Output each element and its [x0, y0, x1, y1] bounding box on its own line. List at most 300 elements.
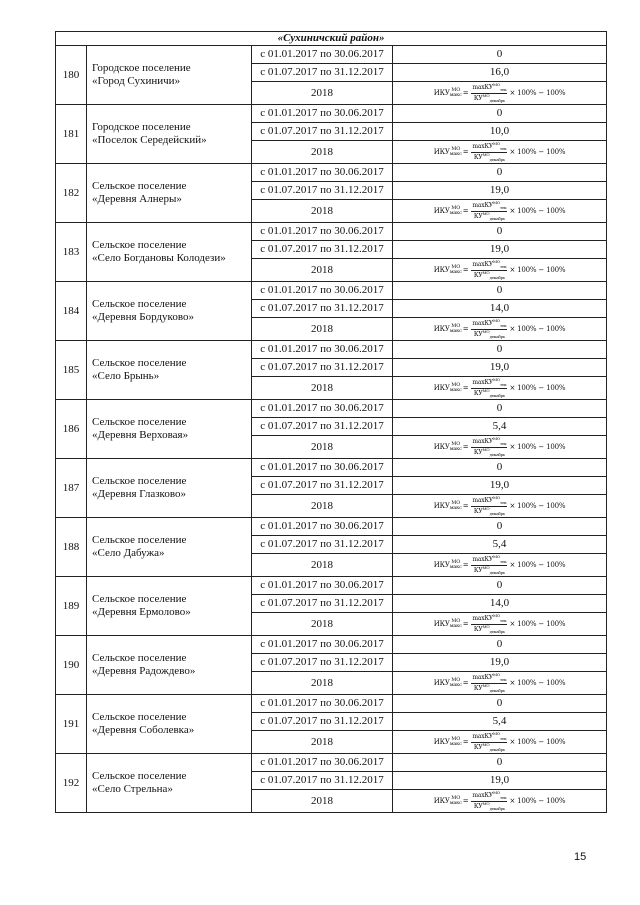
row-number: 187 — [56, 459, 87, 518]
period-second-half: с 01.07.2017 по 31.12.2017 — [252, 123, 393, 141]
formula-numerator-sub: тек — [500, 87, 507, 93]
formula-denominator-sup: МО — [482, 682, 490, 688]
table-row — [56, 636, 607, 654]
formula-numerator-sup: МО — [493, 613, 500, 619]
table-row — [56, 518, 607, 536]
year-cell: 2018 — [252, 613, 393, 636]
year-cell: 2018 — [252, 200, 393, 223]
page-number: 15 — [574, 851, 587, 863]
formula-eq: = — [462, 206, 469, 215]
formula-lhs-sub: макс — [449, 151, 462, 157]
settlement-type: Сельское поселение — [92, 652, 187, 665]
year-cell: 2018 — [252, 672, 393, 695]
formula-eq: = — [462, 737, 469, 746]
value-first-half: 0 — [393, 341, 607, 359]
formula-fraction — [471, 260, 507, 279]
settlement-name — [87, 282, 252, 341]
region-header-row — [56, 32, 607, 46]
table-row — [56, 105, 607, 123]
value-second-half: 19,0 — [393, 772, 607, 790]
settlement-title: «Село Стрельна» — [92, 783, 173, 795]
formula-cell — [393, 377, 607, 400]
settlement-name — [87, 223, 252, 282]
formula-lhs-sub: макс — [449, 800, 462, 806]
formula-denominator — [473, 743, 506, 752]
formula-numerator-sub: тек — [500, 264, 507, 270]
formula-fraction — [471, 437, 507, 456]
table-row — [56, 341, 607, 359]
index-formula — [434, 614, 566, 633]
settlement-type: Сельское поселение — [92, 298, 187, 311]
period-first-half: с 01.01.2017 по 30.06.2017 — [252, 282, 393, 300]
formula-cell — [393, 436, 607, 459]
formula-tail: × 100% − 100% — [509, 147, 566, 156]
formula-cell — [393, 141, 607, 164]
table-row — [56, 164, 607, 182]
formula-denominator — [473, 94, 506, 103]
formula-lhs-sup: МО — [451, 146, 461, 152]
formula-denominator-sup: МО — [482, 741, 490, 747]
formula-eq: = — [462, 619, 469, 628]
formula-denominator-sup: МО — [482, 210, 490, 216]
year-cell: 2018 — [252, 377, 393, 400]
formula-denominator-text: КУ — [473, 566, 483, 574]
period-second-half: с 01.07.2017 по 31.12.2017 — [252, 536, 393, 554]
index-formula — [434, 496, 566, 515]
formula-denominator — [473, 212, 506, 221]
formula-denominator-sup: МО — [482, 269, 490, 275]
settlement-type: Сельское поселение — [92, 357, 187, 370]
formula-lhs-sup: МО — [451, 559, 461, 565]
formula-numerator-text: maxКУ — [472, 320, 494, 328]
value-second-half: 19,0 — [393, 241, 607, 259]
formula-tail: × 100% − 100% — [509, 442, 566, 451]
row-number: 185 — [56, 341, 87, 400]
formula-lhs-sub: макс — [449, 92, 462, 98]
formula-fraction — [471, 142, 507, 161]
formula-numerator-text: maxКУ — [472, 615, 494, 623]
settlement-title: «Деревня Алнеры» — [92, 193, 182, 205]
index-formula — [434, 201, 566, 220]
formula-denominator — [473, 625, 506, 634]
tariff-table — [55, 31, 607, 813]
value-first-half: 0 — [393, 164, 607, 182]
formula-denominator — [473, 507, 506, 516]
period-first-half: с 01.01.2017 по 30.06.2017 — [252, 164, 393, 182]
formula-tail: × 100% − 100% — [509, 501, 566, 510]
value-first-half: 0 — [393, 223, 607, 241]
formula-numerator-sub: тек — [500, 795, 507, 801]
settlement-type: Сельское поселение — [92, 534, 187, 547]
formula-numerator-sub: тек — [500, 559, 507, 565]
formula-lhs-sub: макс — [449, 623, 462, 629]
row-number: 188 — [56, 518, 87, 577]
formula-eq: = — [462, 265, 469, 274]
formula-numerator-text: maxКУ — [472, 261, 494, 269]
table-row — [56, 695, 607, 713]
period-second-half: с 01.07.2017 по 31.12.2017 — [252, 477, 393, 495]
formula-lhs-sup: МО — [451, 795, 461, 801]
formula-cell — [393, 672, 607, 695]
formula-denominator-sub: декабрь — [489, 97, 505, 103]
period-first-half: с 01.01.2017 по 30.06.2017 — [252, 105, 393, 123]
value-first-half: 0 — [393, 459, 607, 477]
formula-eq: = — [462, 501, 469, 510]
formula-lhs: ИКУ — [433, 560, 450, 569]
formula-eq: = — [462, 147, 469, 156]
formula-numerator-text: maxКУ — [472, 497, 494, 505]
formula-tail: × 100% − 100% — [509, 619, 566, 628]
settlement-name — [87, 459, 252, 518]
settlement-name — [87, 46, 252, 105]
value-first-half: 0 — [393, 282, 607, 300]
formula-fraction — [471, 496, 507, 515]
formula-lhs-sup: МО — [451, 382, 461, 388]
year-cell: 2018 — [252, 318, 393, 341]
formula-cell — [393, 613, 607, 636]
value-first-half: 0 — [393, 46, 607, 64]
formula-numerator-sup: МО — [493, 82, 500, 88]
formula-numerator-sub: тек — [500, 618, 507, 624]
index-formula — [434, 142, 566, 161]
value-first-half: 0 — [393, 518, 607, 536]
formula-cell — [393, 318, 607, 341]
value-first-half: 0 — [393, 754, 607, 772]
formula-denominator-sub: декабрь — [489, 569, 505, 575]
formula-cell — [393, 495, 607, 518]
table-body — [56, 32, 607, 813]
row-number: 184 — [56, 282, 87, 341]
row-number: 189 — [56, 577, 87, 636]
row-number: 183 — [56, 223, 87, 282]
formula-denominator-sub: декабрь — [489, 805, 505, 811]
formula-fraction — [471, 673, 507, 692]
formula-fraction — [471, 83, 507, 102]
period-first-half: с 01.01.2017 по 30.06.2017 — [252, 577, 393, 595]
formula-denominator-sub: декабрь — [489, 274, 505, 280]
settlement-name — [87, 518, 252, 577]
formula-lhs-sup: МО — [451, 500, 461, 506]
formula-numerator-sub: тек — [500, 205, 507, 211]
period-second-half: с 01.07.2017 по 31.12.2017 — [252, 182, 393, 200]
formula-numerator-sub: тек — [500, 500, 507, 506]
region-title: «Сухиничский район» — [56, 32, 607, 46]
formula-lhs: ИКУ — [433, 678, 450, 687]
value-first-half: 0 — [393, 105, 607, 123]
value-second-half: 5,4 — [393, 418, 607, 436]
settlement-name — [87, 636, 252, 695]
formula-tail: × 100% − 100% — [509, 383, 566, 392]
formula-numerator-text: maxКУ — [472, 438, 494, 446]
formula-eq: = — [462, 560, 469, 569]
value-second-half: 5,4 — [393, 713, 607, 731]
settlement-type: Сельское поселение — [92, 711, 187, 724]
formula-lhs-sup: МО — [451, 441, 461, 447]
value-second-half: 19,0 — [393, 477, 607, 495]
formula-tail: × 100% − 100% — [509, 560, 566, 569]
formula-denominator-text: КУ — [473, 802, 483, 810]
formula-lhs-sub: макс — [449, 210, 462, 216]
formula-fraction — [471, 201, 507, 220]
period-first-half: с 01.01.2017 по 30.06.2017 — [252, 636, 393, 654]
formula-lhs-sub: макс — [449, 564, 462, 570]
settlement-title: «Деревня Радождево» — [92, 665, 196, 677]
formula-fraction — [471, 732, 507, 751]
formula-numerator-text: maxКУ — [472, 674, 494, 682]
period-first-half: с 01.01.2017 по 30.06.2017 — [252, 518, 393, 536]
settlement-title: «Деревня Соболевка» — [92, 724, 195, 736]
formula-numerator-sup: МО — [493, 436, 500, 442]
formula-denominator-sub: декабрь — [489, 215, 505, 221]
formula-numerator-sub: тек — [500, 323, 507, 329]
formula-lhs-sub: макс — [449, 269, 462, 275]
value-second-half: 19,0 — [393, 182, 607, 200]
value-second-half: 19,0 — [393, 359, 607, 377]
year-cell: 2018 — [252, 554, 393, 577]
formula-numerator-sup: МО — [493, 554, 500, 560]
table-row — [56, 46, 607, 64]
index-formula — [434, 378, 566, 397]
formula-lhs-sup: МО — [451, 323, 461, 329]
formula-numerator-text: maxКУ — [472, 202, 494, 210]
formula-cell — [393, 82, 607, 105]
formula-lhs-sub: макс — [449, 446, 462, 452]
formula-numerator-sup: МО — [493, 790, 500, 796]
formula-lhs-sub: макс — [449, 682, 462, 688]
formula-denominator-text: КУ — [473, 743, 483, 751]
row-number: 180 — [56, 46, 87, 105]
formula-denominator — [473, 802, 506, 811]
formula-fraction — [471, 319, 507, 338]
formula-lhs: ИКУ — [433, 324, 450, 333]
index-formula — [434, 260, 566, 279]
index-formula — [434, 319, 566, 338]
formula-eq: = — [462, 442, 469, 451]
formula-lhs-sub: макс — [449, 387, 462, 393]
formula-numerator-sub: тек — [500, 146, 507, 152]
settlement-type: Городское поселение — [92, 62, 191, 75]
formula-denominator-sub: декабрь — [489, 687, 505, 693]
formula-denominator-sub: декабрь — [489, 392, 505, 398]
row-number: 192 — [56, 754, 87, 813]
year-cell: 2018 — [252, 259, 393, 282]
formula-lhs-sub: макс — [449, 328, 462, 334]
formula-denominator — [473, 389, 506, 398]
index-formula — [434, 732, 566, 751]
value-first-half: 0 — [393, 400, 607, 418]
year-cell: 2018 — [252, 731, 393, 754]
year-cell: 2018 — [252, 82, 393, 105]
table-row — [56, 400, 607, 418]
formula-tail: × 100% − 100% — [509, 88, 566, 97]
formula-denominator — [473, 271, 506, 280]
formula-tail: × 100% − 100% — [509, 737, 566, 746]
settlement-type: Сельское поселение — [92, 475, 187, 488]
formula-numerator-sub: тек — [500, 677, 507, 683]
formula-lhs: ИКУ — [433, 147, 450, 156]
table-row — [56, 577, 607, 595]
formula-denominator-text: КУ — [473, 625, 483, 633]
row-number: 191 — [56, 695, 87, 754]
year-cell: 2018 — [252, 790, 393, 813]
row-number: 190 — [56, 636, 87, 695]
formula-numerator-text: maxКУ — [472, 84, 494, 92]
period-second-half: с 01.07.2017 по 31.12.2017 — [252, 64, 393, 82]
formula-tail: × 100% − 100% — [509, 265, 566, 274]
settlement-title: «Село Дабужа» — [92, 547, 165, 559]
period-first-half: с 01.01.2017 по 30.06.2017 — [252, 400, 393, 418]
settlement-title: «Деревня Верховая» — [92, 429, 189, 441]
settlement-type: Сельское поселение — [92, 239, 187, 252]
value-second-half: 10,0 — [393, 123, 607, 141]
period-first-half: с 01.01.2017 по 30.06.2017 — [252, 223, 393, 241]
formula-denominator-sub: декабрь — [489, 628, 505, 634]
year-cell: 2018 — [252, 141, 393, 164]
formula-lhs-sup: МО — [451, 618, 461, 624]
period-second-half: с 01.07.2017 по 31.12.2017 — [252, 300, 393, 318]
formula-denominator-sub: декабрь — [489, 746, 505, 752]
settlement-name — [87, 105, 252, 164]
formula-denominator-text: КУ — [473, 389, 483, 397]
index-formula — [434, 83, 566, 102]
settlement-type: Городское поселение — [92, 121, 191, 134]
formula-cell — [393, 554, 607, 577]
settlement-title: «Поселок Середейский» — [92, 134, 207, 146]
formula-numerator-sub: тек — [500, 382, 507, 388]
row-number: 181 — [56, 105, 87, 164]
period-second-half: с 01.07.2017 по 31.12.2017 — [252, 241, 393, 259]
formula-denominator — [473, 153, 506, 162]
year-cell: 2018 — [252, 495, 393, 518]
formula-fraction — [471, 555, 507, 574]
settlement-title: «Село Брынь» — [92, 370, 160, 382]
formula-numerator-sup: МО — [493, 141, 500, 147]
formula-lhs-sup: МО — [451, 205, 461, 211]
formula-denominator-text: КУ — [473, 153, 483, 161]
formula-cell — [393, 790, 607, 813]
formula-denominator-text: КУ — [473, 330, 483, 338]
settlement-type: Сельское поселение — [92, 416, 187, 429]
value-first-half: 0 — [393, 695, 607, 713]
settlement-type: Сельское поселение — [92, 593, 187, 606]
index-formula — [434, 791, 566, 810]
settlement-name — [87, 577, 252, 636]
period-first-half: с 01.01.2017 по 30.06.2017 — [252, 695, 393, 713]
formula-eq: = — [462, 88, 469, 97]
formula-denominator-text: КУ — [473, 94, 483, 102]
formula-cell — [393, 200, 607, 223]
formula-lhs-sup: МО — [451, 677, 461, 683]
row-number: 182 — [56, 164, 87, 223]
formula-denominator-text: КУ — [473, 448, 483, 456]
period-second-half: с 01.07.2017 по 31.12.2017 — [252, 654, 393, 672]
period-second-half: с 01.07.2017 по 31.12.2017 — [252, 772, 393, 790]
index-formula — [434, 437, 566, 456]
settlement-type: Сельское поселение — [92, 180, 187, 193]
formula-denominator-text: КУ — [473, 507, 483, 515]
formula-numerator-sup: МО — [493, 200, 500, 206]
period-second-half: с 01.07.2017 по 31.12.2017 — [252, 418, 393, 436]
formula-numerator-sup: МО — [493, 672, 500, 678]
formula-cell — [393, 259, 607, 282]
period-second-half: с 01.07.2017 по 31.12.2017 — [252, 359, 393, 377]
formula-numerator-sup: МО — [493, 377, 500, 383]
formula-lhs: ИКУ — [433, 619, 450, 628]
formula-eq: = — [462, 796, 469, 805]
formula-denominator-sup: МО — [482, 387, 490, 393]
period-second-half: с 01.07.2017 по 31.12.2017 — [252, 713, 393, 731]
formula-numerator-sup: МО — [493, 731, 500, 737]
row-number: 186 — [56, 400, 87, 459]
value-second-half: 16,0 — [393, 64, 607, 82]
formula-denominator — [473, 448, 506, 457]
value-second-half: 19,0 — [393, 654, 607, 672]
value-second-half: 14,0 — [393, 595, 607, 613]
formula-numerator-sub: тек — [500, 441, 507, 447]
formula-denominator — [473, 566, 506, 575]
formula-denominator-sup: МО — [482, 564, 490, 570]
formula-denominator — [473, 684, 506, 693]
settlement-title: «Деревня Глазково» — [92, 488, 186, 500]
formula-denominator-sub: декабрь — [489, 156, 505, 162]
settlement-title: «Деревня Бордуково» — [92, 311, 194, 323]
formula-fraction — [471, 614, 507, 633]
formula-lhs-sub: макс — [449, 505, 462, 511]
formula-fraction — [471, 791, 507, 810]
year-cell: 2018 — [252, 436, 393, 459]
formula-numerator-sup: МО — [493, 318, 500, 324]
value-first-half: 0 — [393, 577, 607, 595]
formula-numerator-text: maxКУ — [472, 379, 494, 387]
settlement-name — [87, 754, 252, 813]
formula-tail: × 100% − 100% — [509, 324, 566, 333]
formula-numerator-sup: МО — [493, 259, 500, 265]
table-row — [56, 282, 607, 300]
settlement-type: Сельское поселение — [92, 770, 187, 783]
formula-lhs: ИКУ — [433, 737, 450, 746]
formula-lhs: ИКУ — [433, 206, 450, 215]
period-first-half: с 01.01.2017 по 30.06.2017 — [252, 46, 393, 64]
formula-lhs-sup: МО — [451, 264, 461, 270]
formula-lhs: ИКУ — [433, 442, 450, 451]
formula-denominator-text: КУ — [473, 212, 483, 220]
formula-lhs-sub: макс — [449, 741, 462, 747]
formula-lhs: ИКУ — [433, 796, 450, 805]
settlement-name — [87, 341, 252, 400]
period-first-half: с 01.01.2017 по 30.06.2017 — [252, 459, 393, 477]
table-row — [56, 223, 607, 241]
formula-numerator-text: maxКУ — [472, 792, 494, 800]
value-first-half: 0 — [393, 636, 607, 654]
formula-denominator-sub: декабрь — [489, 510, 505, 516]
formula-cell — [393, 731, 607, 754]
value-second-half: 5,4 — [393, 536, 607, 554]
formula-numerator-sub: тек — [500, 736, 507, 742]
index-formula — [434, 555, 566, 574]
period-first-half: с 01.01.2017 по 30.06.2017 — [252, 341, 393, 359]
settlement-title: «Город Сухиничи» — [92, 75, 181, 87]
settlement-name — [87, 695, 252, 754]
formula-lhs: ИКУ — [433, 501, 450, 510]
formula-denominator-sup: МО — [482, 800, 490, 806]
formula-tail: × 100% − 100% — [509, 796, 566, 805]
formula-numerator-text: maxКУ — [472, 733, 494, 741]
settlement-name — [87, 400, 252, 459]
formula-fraction — [471, 378, 507, 397]
period-first-half: с 01.01.2017 по 30.06.2017 — [252, 754, 393, 772]
formula-denominator-text: КУ — [473, 684, 483, 692]
formula-denominator-sup: МО — [482, 151, 490, 157]
